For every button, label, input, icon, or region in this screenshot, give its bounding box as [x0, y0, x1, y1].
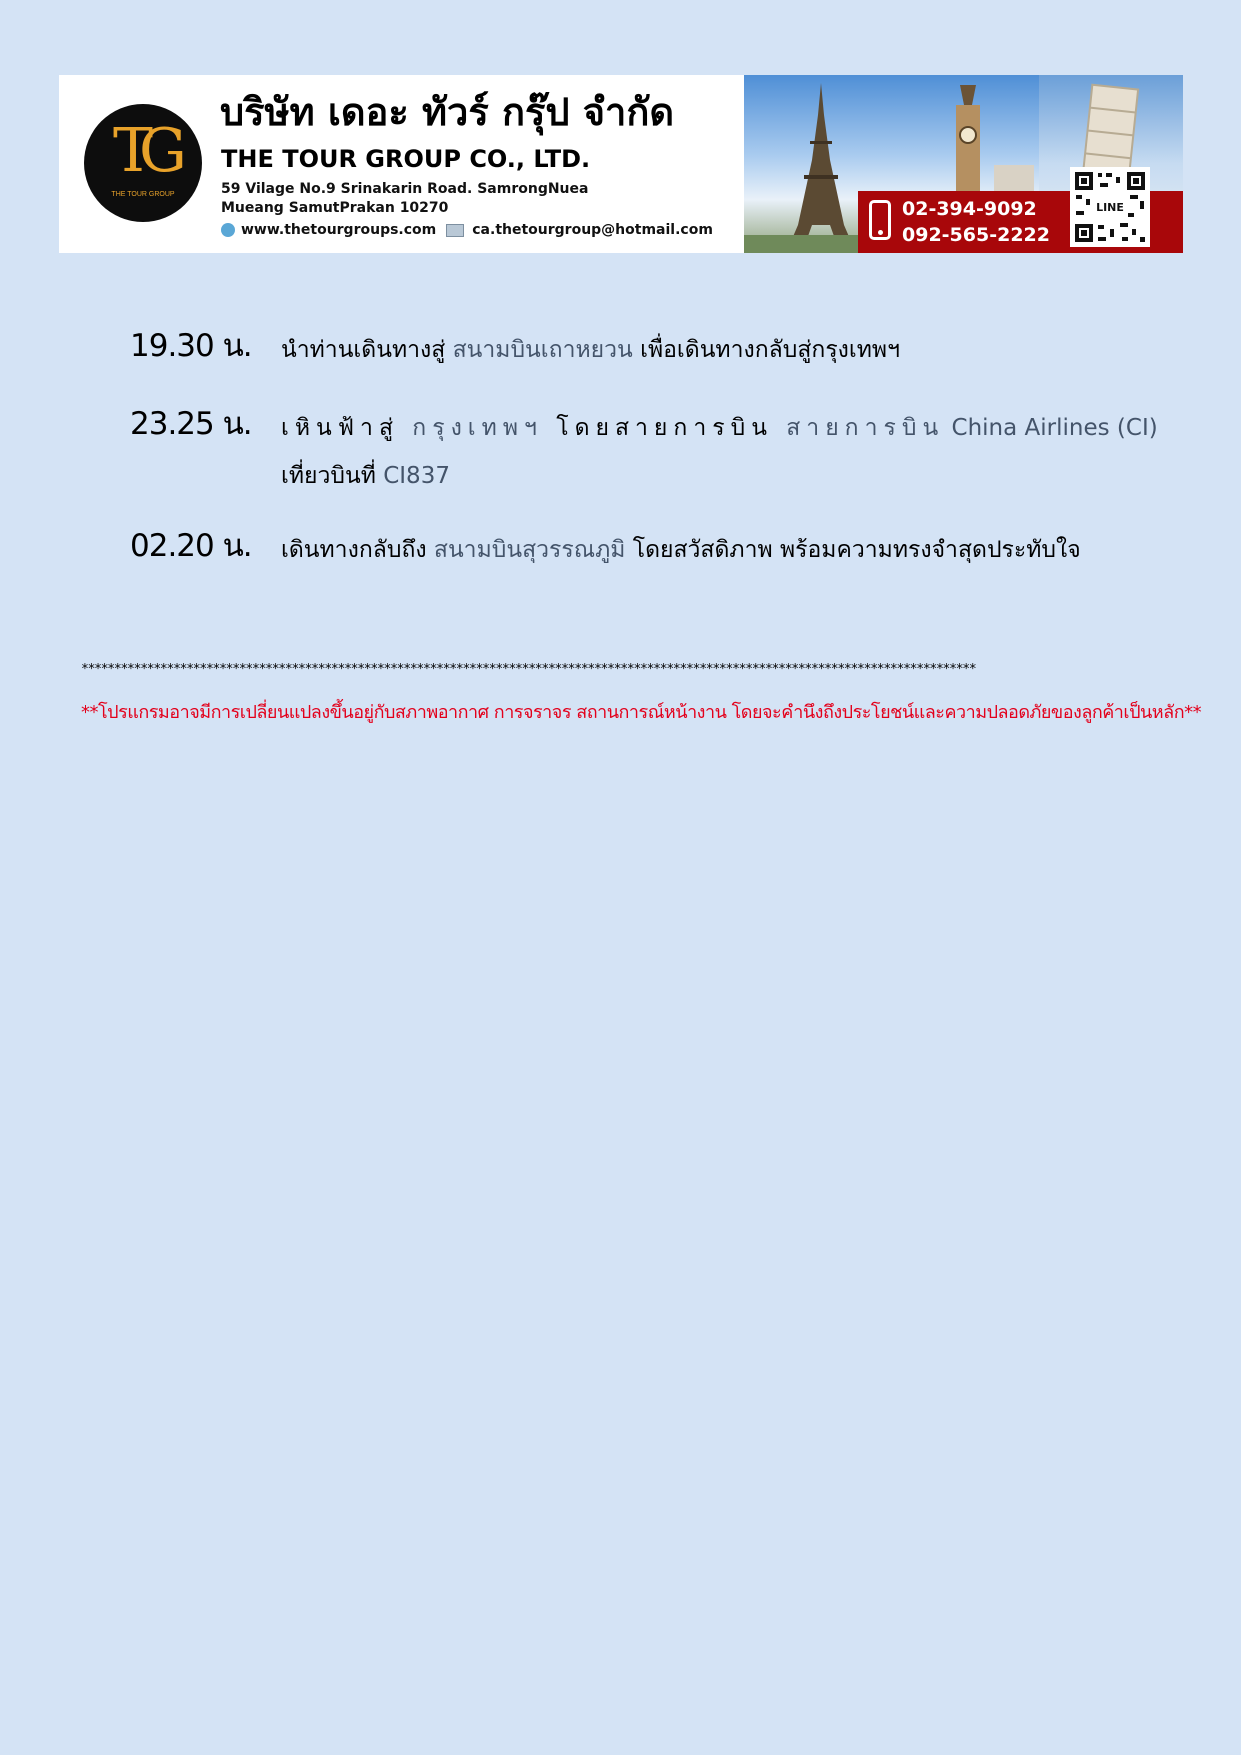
airport-name: สนามบินเถาหยวน	[452, 337, 633, 363]
desc-text: โดยสวัสดิภาพ พร้อมความทรงจำสุดประทับใจ	[625, 537, 1081, 563]
schedule-time: 23.25 น.	[130, 406, 252, 442]
airport-name: สนามบินสุวรรณภูมิ	[433, 537, 626, 563]
logo-subtext: THE TOUR GROUP	[111, 191, 175, 198]
phone-number-2[interactable]: 092-565-2222	[902, 224, 1050, 246]
company-header-banner	[59, 75, 1183, 253]
phone-number-1[interactable]: 02-394-9092	[902, 198, 1037, 220]
company-name-english: THE TOUR GROUP CO., LTD.	[221, 145, 591, 173]
desc-text: นำท่านเดินทางสู่	[281, 337, 453, 363]
line-qr-code[interactable]	[1070, 167, 1150, 247]
globe-icon	[221, 223, 235, 237]
asterisk-divider: ****************************************************************************************************************************************	[81, 662, 976, 677]
flight-label: เที่ยวบินที่	[281, 463, 384, 489]
address-line-1: 59 Vilage No.9 Srinakarin Road. SamrongNuea	[221, 181, 589, 197]
landmark-photo-strip	[744, 75, 1183, 253]
mail-icon	[446, 224, 464, 237]
address-line-2: Mueang SamutPrakan 10270	[221, 200, 449, 216]
flight-number: CI837	[383, 463, 450, 489]
mobile-phone-icon	[869, 200, 891, 240]
logo-monogram: TG	[113, 116, 173, 186]
destination-name: กรุงเทพฯ	[412, 415, 543, 441]
airline-label: สายการบิน	[786, 415, 945, 441]
company-logo	[84, 104, 202, 222]
schedule-description	[281, 412, 1158, 444]
schedule-description	[281, 534, 1081, 566]
desc-text: เดินทางกลับถึง	[281, 537, 434, 563]
website-link[interactable]: www.thetourgroups.com	[241, 222, 437, 238]
company-name-thai: บริษัท เดอะ ทัวร์ กรุ๊ป จำกัด	[220, 90, 675, 134]
flight-number-line	[281, 460, 450, 492]
schedule-time: 02.20 น.	[130, 528, 252, 564]
schedule-time: 19.30 น.	[130, 328, 252, 364]
email-link[interactable]: ca.thetourgroup@hotmail.com	[472, 222, 713, 238]
airline-name: China Airlines (CI)	[944, 415, 1158, 441]
schedule-description	[281, 334, 900, 366]
desc-text: โดยสายการบิน	[542, 415, 787, 441]
qr-line-label: LINE	[1096, 201, 1124, 214]
program-change-notice: **โปรแกรมอาจมีการเปลี่ยนแปลงขึ้นอยู่กับสภาพอากาศ การจราจร สถานการณ์หน้างาน โดยจะคำนึงถึงประโยชน์และความปลอดภัยของลูกค้าเป็นหลัก**	[81, 702, 1202, 723]
desc-text: เหินฟ้าสู่	[281, 415, 413, 441]
web-email-row	[221, 221, 713, 239]
desc-text: เพื่อเดินทางกลับสู่กรุงเทพฯ	[632, 337, 901, 363]
